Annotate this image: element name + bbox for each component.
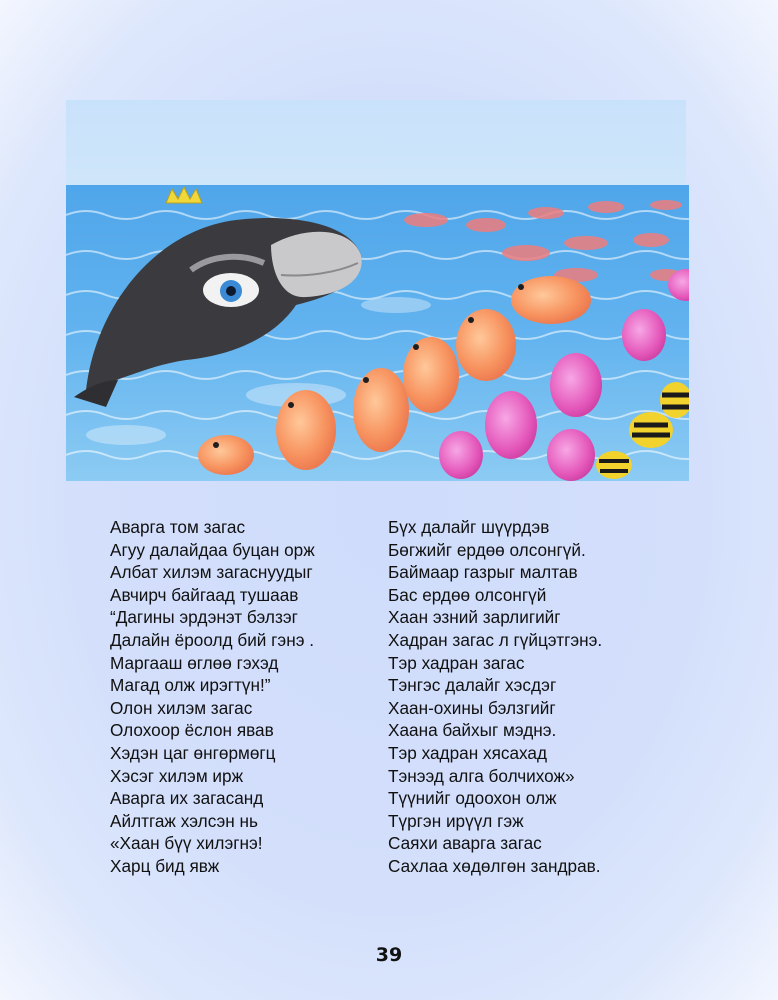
poem-line: Хэсэг хилэм ирж (110, 765, 244, 786)
poem-line: Тэр хадран загас (388, 652, 525, 673)
poem-line: Саяхи аварга загас (388, 833, 542, 854)
poem-line: Бөгжийг ердөө олсонгүй. (388, 539, 586, 560)
poem-line: Олон хилэм загас (110, 697, 253, 718)
poem-line: Хэдэн цаг өнгөрмөгц (110, 742, 276, 763)
illustration-sky (66, 100, 686, 195)
page-number: 39 (375, 944, 403, 966)
poem-line: Авчирч байгаад тушаав (110, 584, 299, 605)
poem-line: Баймаар газрыг малтав (388, 562, 578, 583)
poem-line: Бас ердөө олсонгүй (388, 584, 547, 605)
poem-line: Айлтгаж хэлсэн нь (110, 810, 258, 831)
poem-line: Олохоор ёслон явав (110, 720, 274, 741)
poem-line: Хаана байхыг мэднэ. (388, 720, 557, 741)
poem-line: Хаан эзний зарлигийг (388, 607, 561, 628)
poem-line: Тэр хадран хясахад (388, 742, 548, 763)
poem-line: Хадран загас л гүйцэтгэнэ. (388, 629, 603, 650)
poem-line: Албат хилэм загаснуудыг (110, 562, 313, 583)
poem-line: Далайн ёроолд бий гэнэ . (110, 629, 315, 650)
poem-line: Магад олж ирэгтүн!” (110, 675, 271, 696)
whale-and-fish-illustration (66, 185, 689, 481)
poem-line: Тэнээд алга болчихож» (388, 765, 575, 786)
poem-line: Түүнийг одоохон олж (388, 788, 557, 809)
poem-line: Түргэн ирүүл гэж (388, 810, 524, 831)
poem-line: Сахлаа хөдөлгөн зандрав. (388, 855, 601, 876)
poem-line: Хаан-охины бэлзгийг (388, 697, 556, 718)
poem-line: “Дагины эрдэнэт бэлзэг (110, 607, 298, 628)
poem-right-column (388, 516, 668, 878)
poem-line: Аварга том загас (110, 517, 246, 537)
poem-line: «Хаан бүү хилэгнэ! (110, 833, 263, 854)
poem-left-column (110, 516, 360, 878)
poem-line: Бүх далайг шүүрдэв (388, 517, 550, 537)
poem-line: Харц бид явж (110, 855, 220, 876)
poem-line: Маргааш өглөө гэхэд (110, 652, 279, 673)
crown-icon (166, 187, 202, 203)
poem-line: Аварга их загасанд (110, 788, 264, 809)
poem-line: Тэнгэс далайг хэсдэг (388, 675, 557, 696)
poem-line: Агуу далайдаа буцан орж (110, 539, 315, 560)
